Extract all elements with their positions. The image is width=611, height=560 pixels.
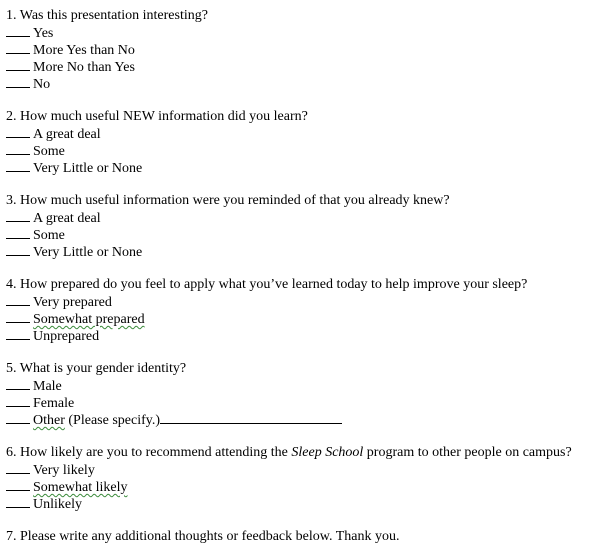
option-label: More No than Yes — [33, 60, 135, 75]
option-label: Other — [33, 413, 65, 428]
question-2-text: 2. How much useful NEW information did you learn? — [6, 109, 308, 124]
option-other[interactable] — [6, 411, 611, 428]
answer-blank[interactable] — [6, 75, 30, 88]
option-male[interactable] — [6, 377, 611, 394]
question-7-text: 7. Please write any additional thoughts or feedback below. Thank you. — [6, 529, 400, 544]
answer-blank[interactable] — [6, 310, 30, 323]
option-very-likely[interactable] — [6, 461, 611, 478]
option-yes[interactable] — [6, 24, 611, 41]
question-3-text: 3. How much useful information were you reminded of that you already knew? — [6, 193, 450, 208]
answer-blank[interactable] — [6, 226, 30, 239]
answer-blank[interactable] — [6, 394, 30, 407]
question-1 — [6, 7, 611, 92]
option-label: A great deal — [33, 211, 101, 226]
option-a-great-deal[interactable] — [6, 125, 611, 142]
option-label: No — [33, 77, 51, 92]
answer-blank[interactable] — [6, 125, 30, 138]
option-label: Unprepared — [33, 329, 100, 344]
option-label: Somewhat likely — [33, 480, 128, 495]
answer-blank[interactable] — [6, 243, 30, 256]
answer-blank[interactable] — [6, 377, 30, 390]
answer-blank[interactable] — [6, 293, 30, 306]
question-5 — [6, 360, 611, 428]
answer-blank[interactable] — [6, 159, 30, 172]
answer-blank[interactable] — [6, 58, 30, 71]
option-somewhat-prepared[interactable] — [6, 310, 611, 327]
program-name: Sleep School — [291, 445, 364, 460]
option-some[interactable] — [6, 226, 611, 243]
option-label: Very likely — [33, 463, 95, 478]
question-4 — [6, 276, 611, 344]
question-6-text-after: program to other people on campus? — [363, 445, 572, 460]
option-label: Somewhat prepared — [33, 312, 145, 327]
answer-blank[interactable] — [6, 24, 30, 37]
option-some[interactable] — [6, 142, 611, 159]
question-6-text — [6, 444, 611, 461]
option-label: Some — [33, 228, 65, 243]
option-very-prepared[interactable] — [6, 293, 611, 310]
answer-blank[interactable] — [6, 142, 30, 155]
option-very-little-or-none[interactable] — [6, 159, 611, 176]
option-very-little-or-none[interactable] — [6, 243, 611, 260]
option-label: Female — [33, 396, 75, 411]
option-a-great-deal[interactable] — [6, 209, 611, 226]
option-unlikely[interactable] — [6, 495, 611, 512]
option-label: Yes — [33, 26, 54, 41]
option-no[interactable] — [6, 75, 611, 92]
question-7 — [6, 528, 611, 545]
answer-blank[interactable] — [6, 209, 30, 222]
answer-blank[interactable] — [6, 411, 30, 424]
answer-blank[interactable] — [6, 41, 30, 54]
question-2 — [6, 108, 611, 176]
question-4-text: 4. How prepared do you feel to apply what you’ve learned today to help improve your sleep? — [6, 277, 528, 292]
specify-input[interactable] — [160, 411, 342, 424]
option-unprepared[interactable] — [6, 327, 611, 344]
question-1-text: 1. Was this presentation interesting? — [6, 8, 208, 23]
option-label: Very Little or None — [33, 245, 143, 260]
answer-blank[interactable] — [6, 478, 30, 491]
option-female[interactable] — [6, 394, 611, 411]
answer-blank[interactable] — [6, 495, 30, 508]
option-label: Male — [33, 379, 62, 394]
option-label: Very prepared — [33, 295, 112, 310]
option-label: More Yes than No — [33, 43, 135, 58]
option-more-yes-than-no[interactable] — [6, 41, 611, 58]
answer-blank[interactable] — [6, 461, 30, 474]
option-label: Some — [33, 144, 65, 159]
question-5-text: 5. What is your gender identity? — [6, 361, 187, 376]
option-label: Very Little or None — [33, 161, 143, 176]
question-6 — [6, 444, 611, 512]
question-3 — [6, 192, 611, 260]
option-label: A great deal — [33, 127, 101, 142]
specify-label: (Please specify.) — [64, 413, 160, 428]
option-somewhat-likely[interactable] — [6, 478, 611, 495]
question-6-text-before: 6. How likely are you to recommend attending the — [6, 445, 292, 460]
option-label: Unlikely — [33, 497, 82, 512]
option-more-no-than-yes[interactable] — [6, 58, 611, 75]
answer-blank[interactable] — [6, 327, 30, 340]
